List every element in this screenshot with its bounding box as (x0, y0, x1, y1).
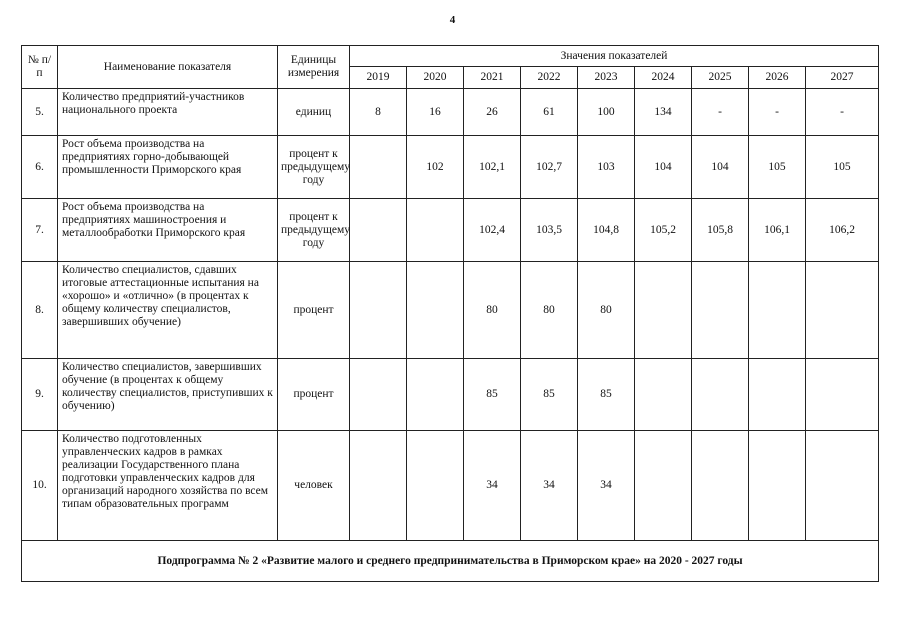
table-body (22, 89, 879, 541)
value-cell: 16 (407, 89, 464, 136)
unit-cell: человек (278, 431, 350, 541)
indicator-name: Количество специалистов, завершивших обучение (в процентах к общему количеству специалистов, приступивших к обучению) (58, 359, 278, 431)
value-cell: 80 (521, 262, 578, 359)
table-row (22, 199, 879, 262)
value-cell: - (806, 89, 879, 136)
value-cell: 103,5 (521, 199, 578, 262)
value-cell (407, 359, 464, 431)
value-cell (749, 262, 806, 359)
value-cell: 102 (407, 136, 464, 199)
value-cell: 106,1 (749, 199, 806, 262)
value-cell (350, 359, 407, 431)
unit-cell: процент к предыдущему году (278, 199, 350, 262)
value-cell: 134 (635, 89, 692, 136)
indicator-name: Рост объема производства на предприятиях горно-добывающей промышленности Приморского края (58, 136, 278, 199)
value-cell: 85 (464, 359, 521, 431)
table-row (22, 136, 879, 199)
year-header: 2025 (692, 67, 749, 89)
value-cell: 102,4 (464, 199, 521, 262)
value-cell: 80 (464, 262, 521, 359)
year-header: 2020 (407, 67, 464, 89)
value-cell: 104 (635, 136, 692, 199)
value-cell (635, 431, 692, 541)
value-cell (350, 262, 407, 359)
value-cell (635, 359, 692, 431)
value-cell (350, 431, 407, 541)
indicator-name: Количество предприятий-участников национального проекта (58, 89, 278, 136)
page-number: 4 (449, 14, 456, 26)
year-header: 2024 (635, 67, 692, 89)
unit-cell: процент (278, 262, 350, 359)
value-cell: 34 (521, 431, 578, 541)
table-row (22, 431, 879, 541)
value-cell: 80 (578, 262, 635, 359)
value-cell (806, 359, 879, 431)
value-cell (407, 199, 464, 262)
row-number: 5. (22, 89, 58, 136)
year-header: 2026 (749, 67, 806, 89)
row-number: 10. (22, 431, 58, 541)
year-header: 2023 (578, 67, 635, 89)
value-cell (350, 199, 407, 262)
value-cell: 105,8 (692, 199, 749, 262)
value-cell (749, 431, 806, 541)
value-cell (692, 431, 749, 541)
row-number: 7. (22, 199, 58, 262)
year-header: 2022 (521, 67, 578, 89)
year-header: 2019 (350, 67, 407, 89)
table-row (22, 262, 879, 359)
indicator-name: Количество специалистов, сдавших итоговые аттестационные испытания на «хорошо» и «отлично» (в процентах к общему количеству специалистов, завершивших обучение) (58, 262, 278, 359)
row-number: 8. (22, 262, 58, 359)
unit-cell: единиц (278, 89, 350, 136)
value-cell: 85 (521, 359, 578, 431)
value-cell: 105 (749, 136, 806, 199)
indicator-name: Количество подготовленных управленческих кадров в рамках реализации Государственного плана подготовки управленческих кадров для организаций народного хозяйства по всем типам образовательных программ (58, 431, 278, 541)
row-number: 6. (22, 136, 58, 199)
value-cell: 105,2 (635, 199, 692, 262)
value-cell: 34 (578, 431, 635, 541)
year-header: 2027 (806, 67, 879, 89)
value-cell (692, 262, 749, 359)
value-cell: 104,8 (578, 199, 635, 262)
value-cell: 8 (350, 89, 407, 136)
value-cell (350, 136, 407, 199)
header-num: № п/п (22, 46, 58, 89)
year-header: 2021 (464, 67, 521, 89)
value-cell (806, 431, 879, 541)
value-cell (749, 359, 806, 431)
value-cell (635, 262, 692, 359)
unit-cell: процент (278, 359, 350, 431)
value-cell: 102,7 (521, 136, 578, 199)
indicator-name: Рост объема производства на предприятиях машиностроения и металлообработки Приморского края (58, 199, 278, 262)
value-cell: 34 (464, 431, 521, 541)
value-cell: 103 (578, 136, 635, 199)
table-row (22, 89, 879, 136)
subprogram-title: Подпрограмма № 2 «Развитие малого и среднего предпринимательства в Приморском крае» на 2020 - 2027 годы (22, 541, 879, 582)
value-cell: 104 (692, 136, 749, 199)
value-cell (806, 262, 879, 359)
value-cell: 26 (464, 89, 521, 136)
row-number: 9. (22, 359, 58, 431)
value-cell: 61 (521, 89, 578, 136)
header-unit: Единицы измерения (278, 46, 350, 89)
unit-cell: процент к предыдущему году (278, 136, 350, 199)
table-row (22, 359, 879, 431)
value-cell: - (749, 89, 806, 136)
value-cell: 106,2 (806, 199, 879, 262)
value-cell (692, 359, 749, 431)
header-values: Значения показателей (350, 46, 879, 67)
value-cell: 105 (806, 136, 879, 199)
value-cell: - (692, 89, 749, 136)
indicators-table (21, 45, 879, 582)
value-cell (407, 431, 464, 541)
header-name: Наименование показателя (58, 46, 278, 89)
value-cell: 102,1 (464, 136, 521, 199)
value-cell: 100 (578, 89, 635, 136)
value-cell (407, 262, 464, 359)
value-cell: 85 (578, 359, 635, 431)
